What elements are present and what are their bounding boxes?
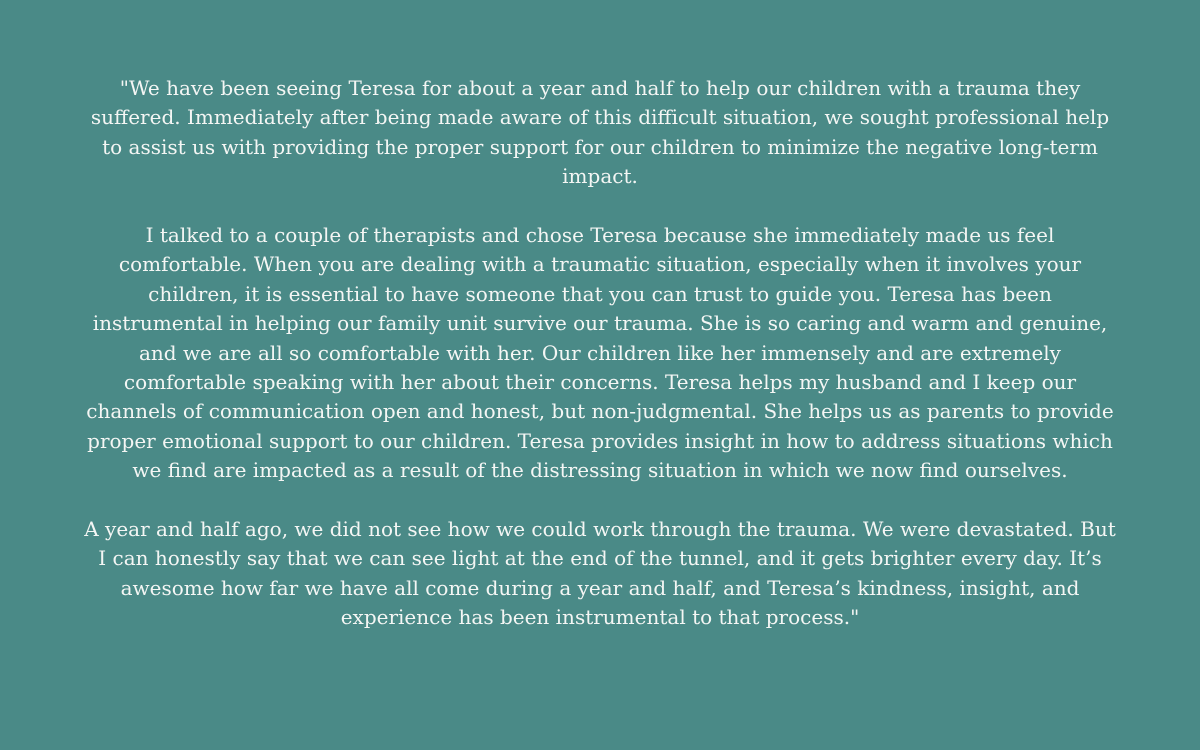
testimonial-paragraph-3: A year and half ago, we did not see how we could work through the trauma. We were devastated. But I can honestly say that we can see light at the end of the tunnel, and it gets brighter every day. It’s awesome how far we have all come during a year and half, and Teresa’s kindness, insight, and experience has been instrumental to that process." [84,517,1116,630]
testimonial-paragraph-1: "We have been seeing Teresa for about a year and half to help our children with a trauma they suffered. Immediately after being made aware of this difficult situation, we sought professional help to assist us with providing the proper support for our children to minimize the negative long-term impact. [90,76,1110,189]
testimonial-text [80,74,1120,633]
testimonial-paragraph-2: I talked to a couple of therapists and chose Teresa because she immediately made us feel comfortable. When you are dealing with a traumatic situation, especially when it involves your children, it is essential to have someone that you can trust to guide you. Teresa has been instrumental in helping our family unit survive our trauma. She is so caring and warm and genuine, and we are all so comfortable with her. Our children like her immensely and are extremely comfortable speaking with her about their concerns. Teresa helps my husband and I keep our channels of communication open and honest, but non-judgmental. She helps us as parents to provide proper emotional support to our children. Teresa provides insight in how to address situations which we find are impacted as a result of the distressing situation in which we now find ourselves. [86,223,1114,483]
